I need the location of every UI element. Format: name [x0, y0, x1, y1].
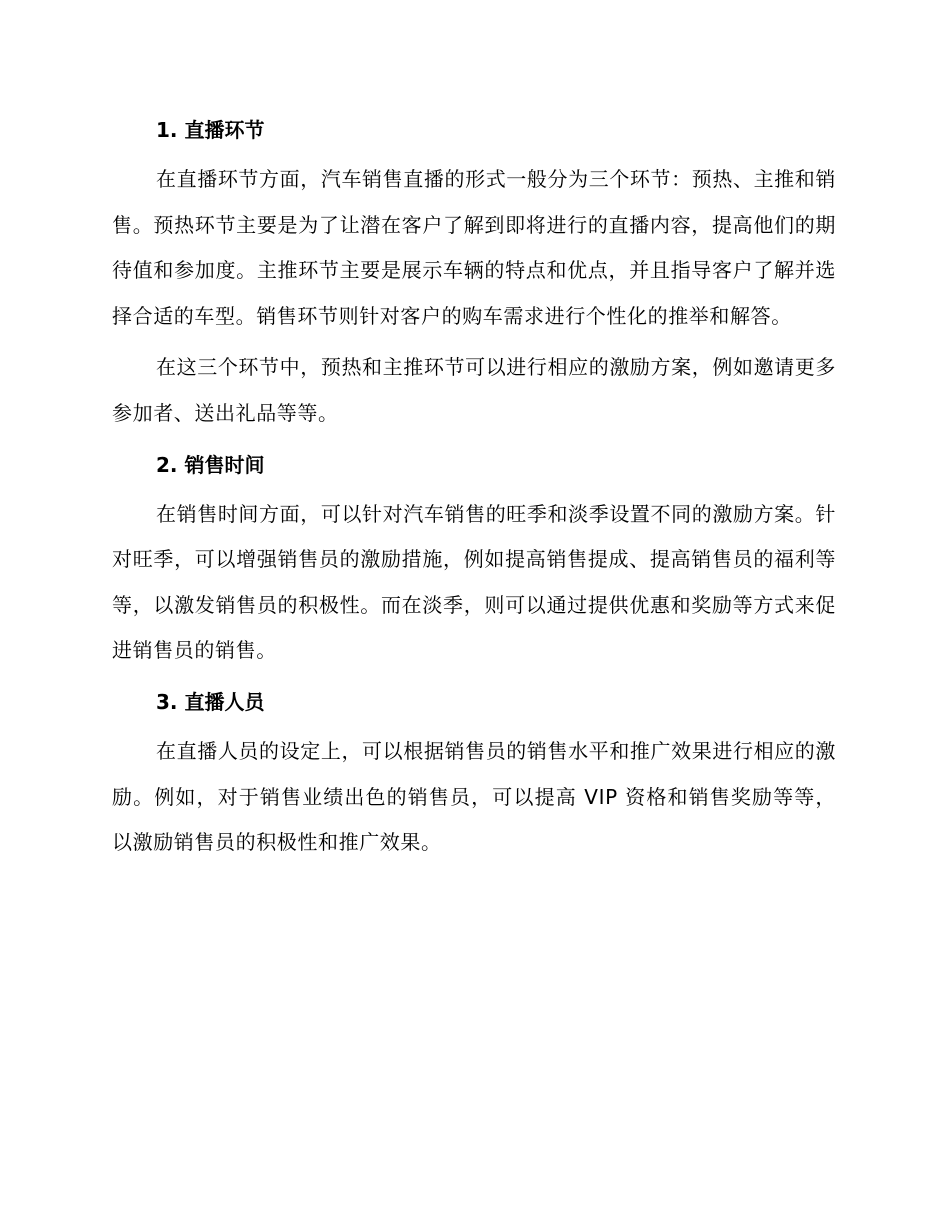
section-heading-sales-time: 2. 销售时间 [156, 452, 265, 477]
section-heading-live-stream-staff: 3. 直播人员 [156, 689, 265, 714]
paragraph-live-stream-stage-1: 在直播环节方面，汽车销售直播的形式一般分为三个环节：预热、主推和销售。预热环节主要是为了让潜在客户了解到即将进行的直播内容，提高他们的期待值和参加度。主推环节主要是展示车辆的特点和优点，并且指导客户了解并选择合适的车型。销售环节则针对客户的购车需求进行个性化的推举和解答。 [112, 167, 836, 328]
document-body [112, 108, 836, 866]
paragraph-live-stream-staff-1: 在直播人员的设定上，可以根据销售员的销售水平和推广效果进行相应的激励。例如，对于销售业绩出色的销售员，可以提高 VIP 资格和销售奖励等等，以激励销售员的积极性和推广效果。 [112, 738, 836, 855]
paragraph-sales-time-1: 在销售时间方面，可以针对汽车销售的旺季和淡季设置不同的激励方案。针对旺季，可以增强销售员的激励措施，例如提高销售提成、提高销售员的福利等等，以激发销售员的积极性。而在淡季，则可以通过提供优惠和奖励等方式来促进销售员的销售。 [112, 501, 836, 663]
paragraph-live-stream-stage-2: 在这三个环节中，预热和主推环节可以进行相应的激励方案，例如邀请更多参加者、送出礼品等等。 [112, 355, 836, 425]
section-heading-live-stream-stage: 1. 直播环节 [156, 118, 265, 142]
